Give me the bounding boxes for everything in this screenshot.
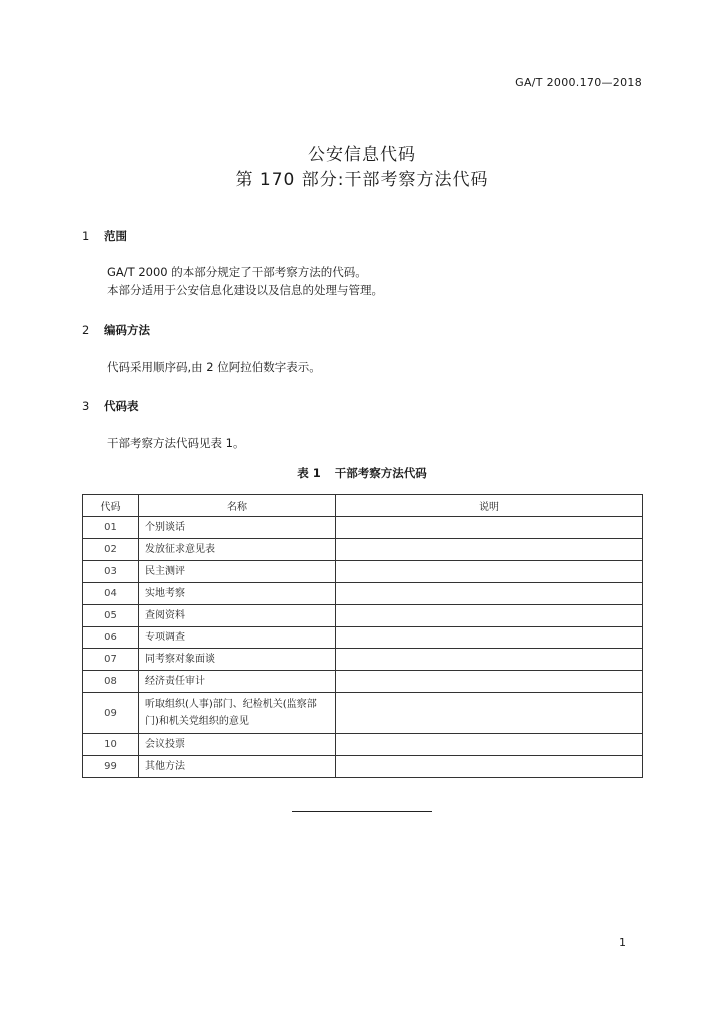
table-row [83, 649, 643, 671]
section-number: 1 [82, 229, 90, 243]
name-cell: 查阅资料 [139, 605, 336, 627]
table-row [83, 671, 643, 693]
section-1-paragraph-1: GA/T 2000 的本部分规定了干部考察方法的代码。 [107, 265, 367, 279]
code-cell: 03 [83, 561, 139, 583]
header-note: 说明 [336, 495, 643, 517]
code-cell: 08 [83, 671, 139, 693]
code-cell: 06 [83, 627, 139, 649]
table-title: 干部考察方法代码 [334, 466, 427, 480]
table-number: 表 1 [297, 466, 321, 480]
note-cell [336, 734, 643, 756]
section-number: 3 [82, 399, 90, 413]
section-title: 编码方法 [104, 323, 150, 337]
note-cell [336, 561, 643, 583]
name-cell: 经济责任审计 [139, 671, 336, 693]
code-table [82, 494, 643, 778]
page-number: 1 [619, 936, 626, 949]
name-cell: 发放征求意见表 [139, 539, 336, 561]
table-row [83, 605, 643, 627]
code-cell: 05 [83, 605, 139, 627]
table-row [83, 539, 643, 561]
table-row [83, 627, 643, 649]
header-name: 名称 [139, 495, 336, 517]
note-cell [336, 605, 643, 627]
table-row [83, 693, 643, 734]
table-header-row [83, 495, 643, 517]
name-cell: 个别谈话 [139, 517, 336, 539]
section-title: 代码表 [104, 399, 139, 413]
header-code: 代码 [83, 495, 139, 517]
document-title: 公安信息代码 [308, 145, 416, 165]
table-row [83, 561, 643, 583]
name-cell: 其他方法 [139, 756, 336, 778]
note-cell [336, 671, 643, 693]
code-cell: 07 [83, 649, 139, 671]
end-divider [292, 811, 432, 812]
name-cell: 民主测评 [139, 561, 336, 583]
section-2-heading [82, 322, 150, 338]
code-cell: 02 [83, 539, 139, 561]
section-title: 范围 [104, 229, 127, 243]
table-row [83, 756, 643, 778]
section-3-heading [82, 398, 139, 414]
note-cell [336, 539, 643, 561]
section-2-paragraph-1: 代码采用顺序码,由 2 位阿拉伯数字表示。 [107, 360, 321, 374]
name-cell: 专项调查 [139, 627, 336, 649]
note-cell [336, 583, 643, 605]
table-caption [0, 465, 724, 481]
section-3-paragraph-1: 干部考察方法代码见表 1。 [107, 436, 245, 450]
name-cell: 会议投票 [139, 734, 336, 756]
code-cell: 09 [83, 693, 139, 734]
note-cell [336, 649, 643, 671]
table-row [83, 734, 643, 756]
code-cell: 04 [83, 583, 139, 605]
section-1-heading [82, 228, 127, 244]
name-cell: 同考察对象面谈 [139, 649, 336, 671]
code-cell: 99 [83, 756, 139, 778]
name-cell: 实地考察 [139, 583, 336, 605]
section-number: 2 [82, 323, 90, 337]
note-cell [336, 627, 643, 649]
note-cell [336, 517, 643, 539]
document-subtitle: 第 170 部分:干部考察方法代码 [235, 170, 489, 190]
section-1-paragraph-2: 本部分适用于公安信息化建设以及信息的处理与管理。 [107, 283, 383, 297]
note-cell [336, 756, 643, 778]
standard-code: GA/T 2000.170—2018 [515, 76, 642, 89]
table-row [83, 517, 643, 539]
name-cell: 听取组织(人事)部门、纪检机关(监察部门)和机关党组织的意见 [139, 693, 336, 734]
code-cell: 10 [83, 734, 139, 756]
note-cell [336, 693, 643, 734]
code-cell: 01 [83, 517, 139, 539]
table-row [83, 583, 643, 605]
